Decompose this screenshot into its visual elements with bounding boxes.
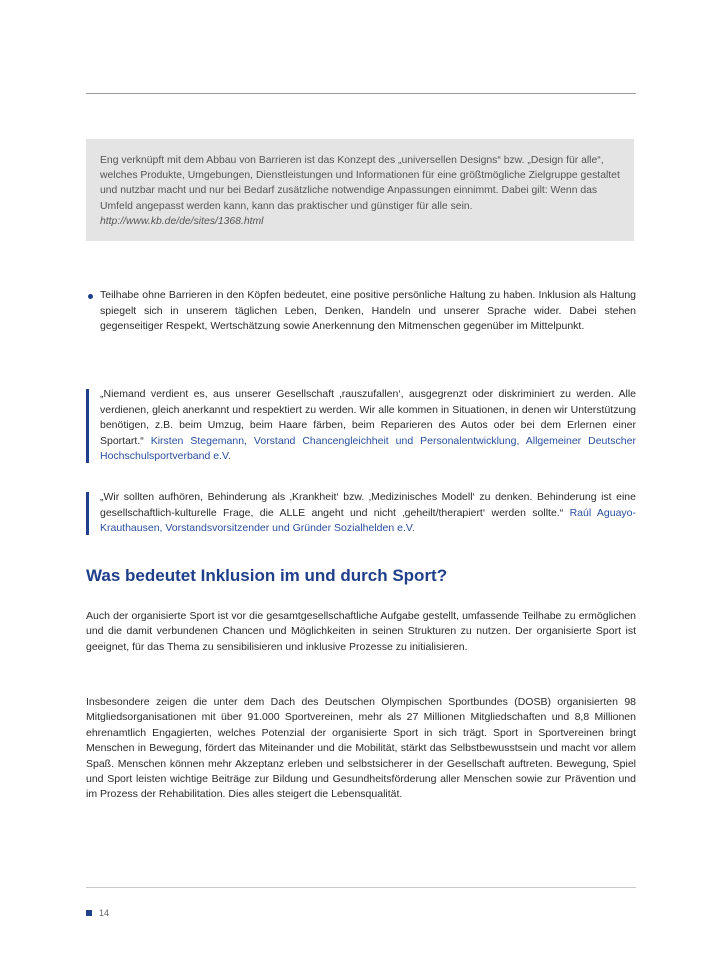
quote-attribution: Raúl Aguayo-Krauthausen, Vorstandsvorsitzender und Gründer Sozialhelden e.V. [100,506,637,535]
quote-attribution: Kirsten Stegemann, Vorstand Chancengleichheit und Personalentwicklung, Allgemeiner Deutscher Hochschulsportverband e.V. [100,434,636,463]
page-number: 14 [99,908,110,918]
footer-rule [86,887,636,888]
bullet-text: Teilhabe ohne Barrieren in den Köpfen bedeutet, eine positive persönliche Haltung zu haben. Inklusion als Haltung spiegelt sich in unserem täglichen Leben, Denken, Handeln und unserer Sprache wider. Dabei stehen gegenseitiger Respekt, Wertschätzung sowie Anerkennung den Mitmenschen gegenüber im Mittelpunkt. [100,289,636,333]
header-rule [86,93,636,94]
body-paragraph: Insbesondere zeigen die unter dem Dach des Deutschen Olympischen Sportbundes (DOSB) organisierten 98 Mitgliedsorganisationen mit über 91.000 Sportvereinen, mehr als 27 Millionen Mitgliedschaften und 8,8 Millionen ehrenamtlich Engagierten, welches Potenzial der organisierte Sport in sich trägt. Sport in Sportvereinen bringt Menschen in Bewegung, fördert das Miteinander und die Mobilität, stärkt das Selbstbewusstsein und macht vor allem Spaß. Menschen können mehr Akzeptanz erleben und selbstsicherer in der Gesellschaft auftreten. Bewegung, Spiel und Sport leisten wichtige Beiträge zur Bildung und Gesundheitsförderung aller Menschen sowie zur Prävention und im Prozess der Rehabilitation. Dies alles steigert die Lebensqualität. [86,696,636,801]
section-heading: Was bedeutet Inklusion im und durch Sport? [86,566,448,585]
info-box-text: Eng verknüpft mit dem Abbau von Barrieren ist das Konzept des „universellen Designs“ bzw. „Design für alle“, welches Produkte, Umgebungen, Dienstleistungen und Informationen für eine größtmögliche Zielgruppe gestaltet und nutzbar macht und nur bei Bedarf zusätzliche notwendige Anpassungen einnimmt. Dabei gilt: Wenn das Umfeld angepasst werden kann, kann das praktischer und günstiger für alle sein. [100,155,620,212]
bullet-dot-icon [88,294,93,299]
page-marker-icon [86,910,92,916]
bullet-item [88,288,636,335]
page-footer [86,908,109,918]
quote-bar [86,389,89,463]
quote-block [86,387,636,465]
info-box [86,139,634,241]
quote-bar [86,492,89,535]
body-paragraph: Auch der organisierte Sport ist vor die gesamtgesellschaftliche Aufgabe gestellt, umfassende Teilhabe zu ermöglichen und die damit verbundenen Chancen und Möglichkeiten in seinen Strukturen zu nutzen. Der organisierte Sport ist geeignet, für das Thema zu sensibilisieren und inklusive Prozesse zu initialisieren. [86,610,636,653]
quote-block [86,490,636,537]
quote-text: „Wir sollten aufhören, Behinderung als ‚Krankheit‘ bzw. ‚Medizinisches Modell‘ zu denken. Behinderung ist eine gesellschaftlich-kulturelle Frage, die ALLE angeht und nicht ‚geheilt/therapiert‘ werden sollte.“ [100,491,636,519]
info-box-link[interactable]: http://www.kb.de/de/sites/1368.html [100,215,264,227]
quote-text: „Niemand verdient es, aus unserer Gesellschaft ‚rauszufallen‘, ausgegrenzt oder diskriminiert zu werden. Alle verdienen, gleich anerkannt und respektiert zu werden. Wir alle kommen in Situationen, in denen wir Unterstützung benötigen, z.B. beim Umzug, beim Haare färben, beim Reparieren des Autos oder bei dem Erlernen einer Sportart.“ [100,388,636,447]
